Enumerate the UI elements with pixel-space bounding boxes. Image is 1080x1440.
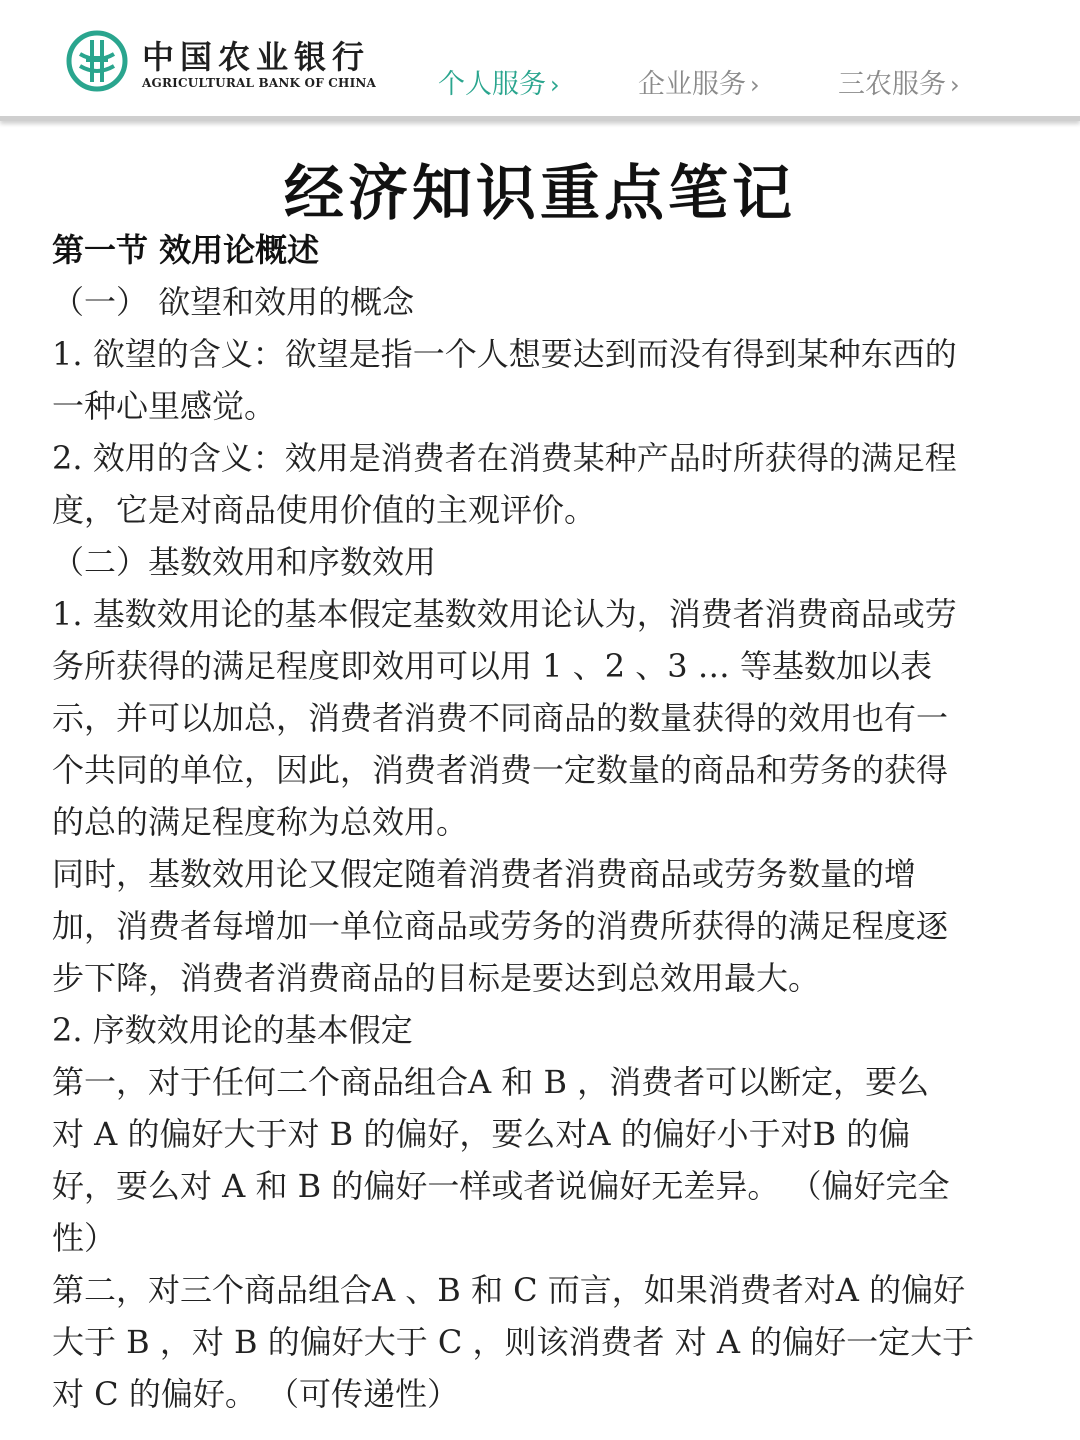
paragraph — [52, 1056, 1036, 1264]
nav-rural-services[interactable] — [838, 62, 960, 101]
subsection-heading: （二）基数效用和序数效用 — [52, 543, 437, 581]
text-line: 的总的满足程度称为总效用。 — [52, 803, 469, 841]
text-line: 1. 欲望的含义：欲望是指一个人想要达到而没有得到某种东西的 — [52, 335, 957, 373]
text-line: 第一，对于任何二个商品组合A 和 B ，消费者可以断定，要么 — [52, 1063, 930, 1101]
text-line: 步下降，消费者消费商品的目标是要达到总效用最大。 — [52, 959, 821, 997]
paragraph — [52, 432, 1036, 536]
chevron-right-icon: › — [750, 71, 760, 99]
chevron-right-icon: › — [550, 71, 560, 99]
site-header — [0, 0, 1080, 121]
chevron-right-icon: › — [950, 71, 960, 99]
paragraph — [52, 1004, 1036, 1056]
text-line: 2. 效用的含义：效用是消费者在消费某种产品时所获得的满足程 — [52, 439, 957, 477]
abc-logo-icon — [66, 30, 128, 92]
paragraph — [52, 848, 1036, 1004]
nav-label: 个人服务 — [438, 69, 546, 100]
paragraph — [52, 588, 1036, 848]
text-line: 同时，基数效用论又假定随着消费者消费商品或劳务数量的增 — [52, 855, 917, 893]
text-line: 1. 基数效用论的基本假定基数效用论认为，消费者消费商品或劳 — [52, 595, 957, 633]
nav-label: 三农服务 — [838, 69, 946, 100]
text-line: 一种心里感觉。 — [52, 387, 277, 425]
article-body — [52, 224, 1036, 1420]
text-line: 2. 序数效用论的基本假定 — [52, 1011, 413, 1049]
subsection-heading: （一） 欲望和效用的概念 — [52, 283, 415, 321]
logo-english-name: AGRICULTURAL BANK OF CHINA — [142, 76, 377, 90]
text-line: 好，要么对 A 和 B 的偏好一样或者说偏好无差异。 （偏好完全 — [52, 1167, 950, 1205]
text-line: 个共同的单位，因此，消费者消费一定数量的商品和劳务的获得 — [52, 751, 949, 789]
text-line: 对 C 的偏好。 （可传递性） — [52, 1375, 460, 1413]
text-line: 对 A 的偏好大于对 B 的偏好，要么对A 的偏好小于对B 的偏 — [52, 1115, 911, 1153]
section-heading: 第一节 效用论概述 — [52, 231, 320, 269]
paragraph — [52, 328, 1036, 432]
text-line: 示，并可以加总，消费者消费不同商品的数量获得的效用也有一 — [52, 699, 949, 737]
logo-chinese-name: 中国农业银行 — [142, 38, 371, 76]
text-line: 第二，对三个商品组合A 、B 和 C 而言，如果消费者对A 的偏好 — [52, 1271, 966, 1309]
text-line: 务所获得的满足程度即效用可以用 1 、2 、3 … 等基数加以表 — [52, 647, 932, 685]
paragraph — [52, 1264, 1036, 1420]
nav-corporate-services[interactable] — [638, 62, 760, 101]
text-line: 度，它是对商品使用价值的主观评价。 — [52, 491, 597, 529]
text-line: 性） — [52, 1219, 117, 1257]
page-title: 经济知识重点笔记 — [284, 159, 796, 229]
nav-personal-services[interactable] — [438, 62, 560, 101]
text-line: 大于 B ，对 B 的偏好大于 C ，则该消费者 对 A 的偏好一定大于 — [52, 1323, 975, 1361]
nav-label: 企业服务 — [638, 69, 746, 100]
text-line: 加，消费者每增加一单位商品或劳务的消费所获得的满足程度逐 — [52, 907, 949, 945]
